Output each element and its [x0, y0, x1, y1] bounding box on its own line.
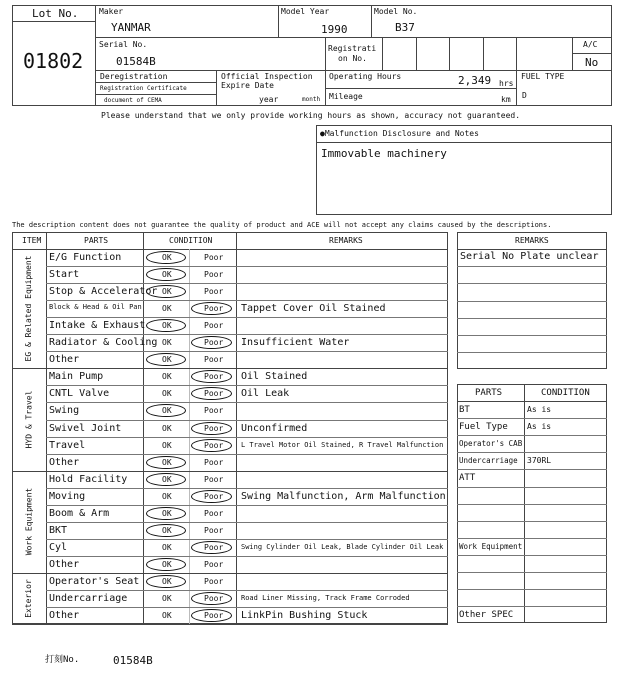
malfunction-text: Immovable machinery — [321, 147, 447, 160]
ok-label: OK — [162, 491, 172, 501]
deregistration-label: Deregistration — [100, 72, 168, 81]
right-remarks-title: REMARKS — [515, 236, 549, 245]
model-year-value: 1990 — [321, 23, 348, 36]
group-label: Work Equipment — [24, 487, 34, 556]
part-name: CNTL Valve — [49, 388, 110, 400]
row-divider — [46, 539, 448, 540]
header-vline-insp — [216, 70, 217, 106]
poor-label: Poor — [204, 338, 224, 348]
remark-text: Oil Leak — [241, 388, 290, 400]
ok-label: OK — [162, 253, 172, 262]
ok-label: OK — [162, 559, 172, 569]
right-parts-condition: As is — [527, 422, 552, 432]
cema-label: document of CEMA — [104, 97, 162, 104]
right-parts-part: Fuel Type — [459, 422, 508, 433]
remark-text: Road Liner Missing, Track Frame Corroded — [241, 594, 410, 602]
row-divider — [46, 300, 448, 301]
poor-label: Poor — [204, 321, 224, 331]
hrs-unit: hrs — [499, 79, 514, 88]
part-name: Boom & Arm — [49, 507, 110, 519]
right-parts-header-condition: CONDITION — [541, 388, 590, 398]
part-name: E/G Function — [49, 252, 122, 263]
part-name: Start — [49, 269, 80, 281]
part-name: Cyl — [49, 541, 68, 553]
right-remarks-row-line — [457, 283, 607, 284]
registration-certificate-label: Registration Certificate — [100, 85, 187, 92]
row-divider — [46, 505, 448, 506]
ok-selected-mark — [146, 524, 186, 537]
poor-selected-mark — [191, 490, 232, 503]
right-parts-row-line — [457, 589, 607, 590]
right-parts-part: BT — [459, 405, 470, 415]
ok-label: OK — [162, 508, 172, 518]
poor-label: Poor — [204, 406, 224, 416]
header-vline-b — [449, 37, 450, 71]
poor-label: Poor — [204, 474, 224, 484]
remark-text: L Travel Motor Oil Stained, R Travel Malfunction — [241, 440, 444, 449]
right-remarks-row-line — [457, 318, 607, 319]
hours-notice: Please understand that we only provide working hours as shown, accuracy not guaranteed. — [101, 111, 521, 120]
part-name: Other — [49, 354, 80, 366]
remark-text: Insufficient Water — [241, 337, 350, 349]
part-name: Operator's Seat — [49, 575, 140, 587]
group-label: HYD & Travel — [24, 390, 34, 448]
poor-label: Poor — [204, 253, 224, 262]
operating-hours-value: 2,349 — [458, 74, 492, 87]
poor-selected-mark — [191, 422, 232, 435]
remark-text: Swing Malfunction, Arm Malfunction — [241, 490, 446, 502]
right-remarks-row-line — [457, 335, 607, 336]
poor-label: Poor — [204, 508, 224, 518]
poor-selected-mark — [191, 439, 232, 452]
poor-label: Poor — [204, 423, 224, 433]
right-parts-part: Operator's CAB — [459, 439, 523, 449]
right-remarks-row-line — [457, 352, 607, 353]
right-parts-condition: 370RL — [527, 456, 552, 466]
group-divider — [12, 624, 448, 625]
part-name: Radiator & Cooling — [49, 337, 158, 349]
part-name: BKT — [49, 524, 68, 536]
poor-selected-mark — [191, 609, 232, 622]
ok-label: OK — [162, 542, 172, 552]
group-divider — [12, 573, 448, 574]
group-label: Exterior — [24, 578, 34, 618]
row-divider — [46, 317, 448, 318]
fuel-type-value: D — [522, 91, 527, 100]
ok-label: OK — [162, 338, 172, 348]
fuel-type-label: FUEL TYPE — [521, 72, 565, 81]
ok-label: OK — [162, 270, 172, 280]
row-divider — [46, 266, 448, 267]
lot-label: Lot No. — [32, 7, 79, 20]
right-parts-header-line — [457, 401, 607, 402]
ok-label: OK — [162, 321, 172, 331]
ok-selected-mark — [146, 473, 186, 486]
lot-number: 01802 — [23, 49, 84, 73]
month-label: month — [302, 96, 321, 103]
right-parts-part: ATT — [459, 473, 476, 484]
ok-label: OK — [162, 594, 172, 603]
poor-label: Poor — [204, 304, 224, 314]
km-unit: km — [501, 95, 511, 104]
row-divider — [46, 385, 448, 386]
header-line-1 — [96, 37, 612, 38]
right-parts-row-line — [457, 606, 607, 607]
header-remarks: REMARKS — [329, 236, 363, 245]
registration-label-1: Registrati — [328, 44, 377, 53]
part-name: Swing — [49, 405, 80, 417]
row-divider — [46, 351, 448, 352]
part-name: Stop & Accelerator — [49, 286, 158, 298]
mileage-label: Mileage — [329, 92, 363, 101]
row-divider — [46, 420, 448, 421]
ok-selected-mark — [146, 251, 186, 264]
header-item: ITEM — [22, 236, 42, 245]
part-name: Hold Facility — [49, 473, 128, 485]
header-condition: CONDITION — [169, 236, 213, 245]
remark-text: Oil Stained — [241, 371, 308, 383]
stamp-label: 打刻No. — [45, 655, 80, 665]
ok-selected-mark — [146, 575, 186, 588]
right-parts-row-line — [457, 469, 607, 470]
header-vline-reg — [325, 37, 326, 106]
col-line-remarks — [236, 232, 237, 624]
ok-label: OK — [162, 372, 172, 382]
inspection-label-2: Expire Date — [221, 81, 274, 90]
ac-value: No — [585, 56, 599, 69]
part-name: Swivel Joint — [49, 422, 122, 434]
ok-label: OK — [162, 440, 172, 450]
right-remarks-row-line — [457, 266, 607, 267]
remark-text: Tappet Cover Oil Stained — [241, 303, 386, 315]
right-parts-row-line — [457, 418, 607, 419]
ok-label: OK — [162, 457, 172, 467]
right-parts-row-line — [457, 572, 607, 573]
header-line-5 — [325, 88, 516, 89]
serial-label: Serial No. — [99, 40, 148, 49]
right-parts-condition: As is — [527, 405, 552, 414]
poor-label: Poor — [204, 542, 224, 552]
row-divider — [46, 402, 448, 403]
part-name: Travel — [49, 439, 86, 451]
part-name: Block & Head & Oil Pan — [49, 303, 142, 312]
malfunction-title: ●Malfunction Disclosure and Notes — [320, 129, 479, 138]
ok-selected-mark — [146, 285, 186, 298]
malfunction-box — [316, 125, 612, 215]
right-parts-row-line — [457, 555, 607, 556]
ok-label: OK — [162, 423, 172, 433]
ok-label: OK — [162, 287, 172, 297]
header-ac-line — [572, 53, 612, 54]
group-divider — [12, 368, 448, 369]
ok-label: OK — [162, 389, 172, 399]
ok-label: OK — [162, 355, 172, 365]
right-parts-part: Other SPEC — [459, 610, 514, 621]
model-no-value: B37 — [395, 21, 415, 34]
header-vline-c — [483, 37, 484, 71]
right-parts-row-line — [457, 487, 607, 488]
right-parts-row-line — [457, 452, 607, 453]
table-header-line — [12, 249, 448, 250]
row-divider — [46, 334, 448, 335]
ok-selected-mark — [146, 507, 186, 520]
ok-label: OK — [162, 611, 172, 621]
malfunction-title-line — [316, 142, 612, 143]
poor-selected-mark — [191, 592, 232, 605]
remark-text: Unconfirmed — [241, 422, 308, 434]
part-name: Main Pump — [49, 371, 104, 383]
poor-label: Poor — [204, 389, 224, 399]
ok-selected-mark — [146, 558, 186, 571]
part-name: Other — [49, 558, 80, 570]
row-divider — [46, 437, 448, 438]
model-no-label: Model No. — [374, 7, 418, 16]
part-name: Moving — [49, 490, 86, 502]
header-vline-d — [516, 37, 517, 106]
right-remarks-first-row: Serial No Plate unclear — [460, 251, 599, 262]
part-name: Other — [49, 456, 80, 468]
right-parts-row-line — [457, 504, 607, 505]
header-vline-ac — [572, 37, 573, 71]
ok-selected-mark — [146, 268, 186, 281]
ok-label: OK — [162, 474, 172, 484]
operating-hours-label: Operating Hours — [329, 72, 402, 81]
header-vline-maker — [278, 5, 279, 38]
poor-label: Poor — [204, 355, 224, 365]
poor-label: Poor — [204, 491, 224, 501]
year-label: year — [259, 95, 279, 104]
lot-header-line — [12, 21, 96, 22]
ok-label: OK — [162, 406, 172, 416]
part-name: Undercarriage — [49, 593, 128, 604]
poor-label: Poor — [204, 440, 224, 450]
right-parts-row-line — [457, 538, 607, 539]
poor-label: Poor — [204, 287, 224, 297]
row-divider — [46, 556, 448, 557]
right-remarks-header-line — [457, 249, 607, 250]
header-line-4 — [96, 94, 216, 95]
registration-label-2: on No. — [338, 54, 367, 63]
row-divider — [46, 283, 448, 284]
poor-label: Poor — [204, 525, 224, 535]
header-line-3 — [96, 82, 216, 83]
header-line-2 — [96, 70, 612, 71]
poor-label: Poor — [204, 611, 224, 621]
poor-label: Poor — [204, 576, 224, 586]
maker-value: YANMAR — [111, 21, 151, 34]
ok-label: OK — [162, 576, 172, 586]
header-vline-model — [371, 5, 372, 38]
serial-value: 01584B — [116, 55, 156, 68]
inspection-label-1: Official Inspection — [221, 72, 313, 81]
group-divider — [12, 471, 448, 472]
right-parts-row-line — [457, 435, 607, 436]
remark-text: LinkPin Bushing Stuck — [241, 610, 368, 622]
stamp-value: 01584B — [113, 654, 153, 667]
row-divider — [46, 590, 448, 591]
poor-label: Poor — [204, 270, 224, 280]
right-parts-part: Work Equipment — [459, 541, 523, 551]
right-parts-row-line — [457, 521, 607, 522]
part-name: Other — [49, 610, 80, 622]
header-parts: PARTS — [84, 236, 109, 245]
ac-label: A/C — [583, 40, 598, 49]
group-label: EG & Related Equipment — [24, 255, 34, 362]
right-parts-part: Undercarriage — [459, 456, 518, 466]
remark-text: Swing Cylinder Oil Leak, Blade Cylinder Oil Leak — [241, 542, 444, 551]
ok-label: OK — [162, 304, 172, 314]
maker-label: Maker — [99, 7, 124, 16]
ok-label: OK — [162, 525, 172, 535]
col-line-parts — [46, 232, 47, 624]
row-divider — [46, 607, 448, 608]
poor-label: Poor — [204, 372, 224, 382]
right-remarks-row-line — [457, 301, 607, 302]
ok-selected-mark — [146, 456, 186, 469]
row-divider — [46, 454, 448, 455]
header-vline-a — [416, 37, 417, 71]
header-vline-reg2 — [382, 37, 383, 71]
poor-label: Poor — [204, 457, 224, 467]
row-divider — [46, 522, 448, 523]
poor-label: Poor — [204, 559, 224, 569]
model-year-label: Model Year — [281, 7, 330, 16]
right-parts-header-parts: PARTS — [475, 388, 503, 398]
poor-label: Poor — [204, 594, 224, 603]
row-divider — [46, 488, 448, 489]
description-notice: The description content does not guarantee the quality of product and ACE will not accept any claims caused by the descriptions. — [12, 221, 552, 229]
part-name: Intake & Exhaust — [49, 320, 146, 332]
poor-selected-mark — [191, 541, 232, 554]
